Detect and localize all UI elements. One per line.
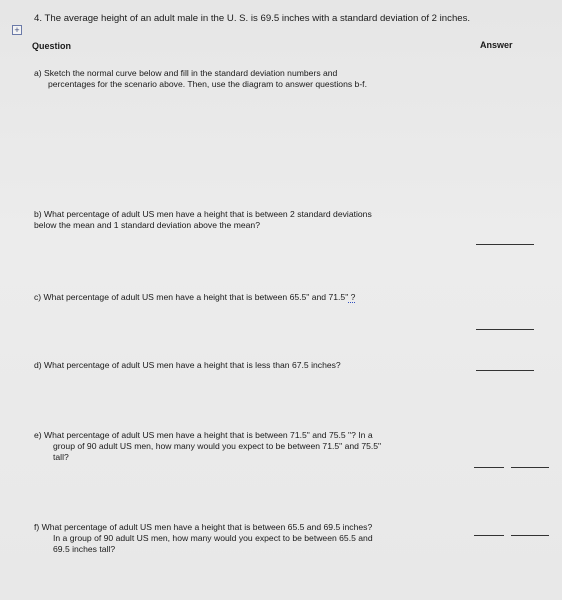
answer-e-count-blank[interactable] — [511, 467, 549, 468]
answer-b-blank[interactable] — [476, 244, 534, 245]
answer-f-count-blank[interactable] — [511, 535, 549, 536]
question-a-line-1: a) Sketch the normal curve below and fill in the standard deviation numbers and — [34, 68, 338, 78]
table-move-handle-icon[interactable]: + — [12, 25, 22, 35]
question-d-line-1: d) What percentage of adult US men have a height that is less than 67.5 inches? — [34, 360, 341, 370]
answer-f-percent-blank[interactable] — [474, 535, 504, 536]
answer-d-blank[interactable] — [476, 370, 534, 371]
question-e-line-3: tall? — [53, 452, 69, 462]
question-c-text: c) What percentage of adult US men have a height that is between 65.5" and 71.5" — [34, 292, 349, 302]
question-b-line-2: below the mean and 1 standard deviation above the mean? — [34, 220, 260, 230]
question-a-line-2: percentages for the scenario above. Then, use the diagram to answer questions b-f. — [48, 79, 367, 89]
answer-column-header: Answer — [480, 40, 513, 50]
question-c — [34, 292, 355, 304]
question-f-line-3: 69.5 inches tall? — [53, 544, 116, 554]
question-b-line-1: b) What percentage of adult US men have a height that is between 2 standard deviations — [34, 209, 372, 219]
question-f-line-2: In a group of 90 adult US men, how many would you expect to be between 65.5 and — [53, 533, 373, 543]
question-f-line-1: f) What percentage of adult US men have a height that is between 65.5 and 69.5 inches? — [34, 522, 373, 532]
question-column-header: Question — [32, 41, 72, 51]
question-c-mark: ? — [348, 292, 356, 302]
question-e-line-1: e) What percentage of adult US men have a height that is between 71.5" and 75.5 "? In a — [34, 430, 373, 440]
problem-title: 4. The average height of an adult male in the U. S. is 69.5 inches with a standard deviation of 2 inches. — [34, 13, 471, 24]
question-e-line-2: group of 90 adult US men, how many would you expect to be between 71.5" and 75.5" — [53, 441, 382, 451]
answer-e-percent-blank[interactable] — [474, 467, 504, 468]
answer-c-blank[interactable] — [476, 329, 534, 330]
